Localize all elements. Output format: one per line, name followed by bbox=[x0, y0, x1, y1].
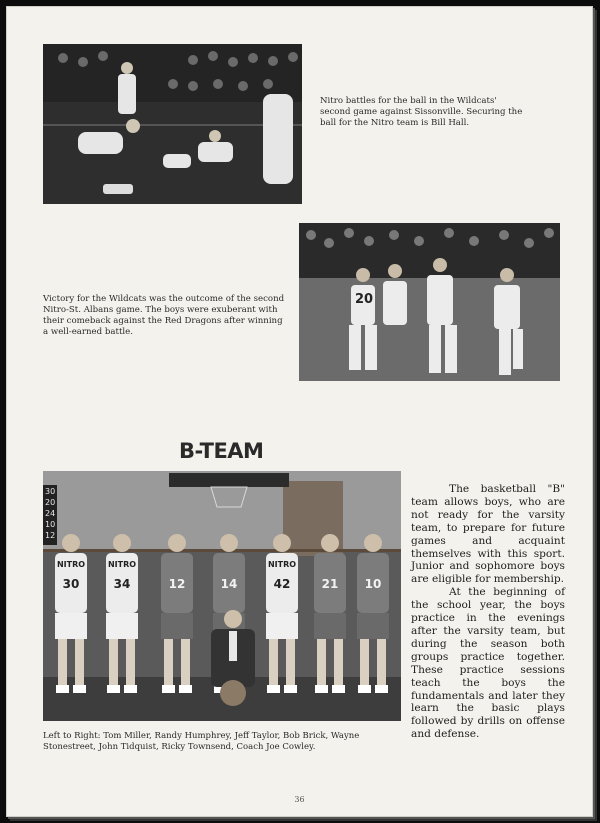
yearbook-page bbox=[6, 6, 593, 817]
jersey-name-label: NITRO bbox=[107, 560, 137, 569]
jersey-name-label: NITRO bbox=[267, 560, 297, 569]
game-photo-st-albans-caption: Victory for the Wildcats was the outcome of the second Nitro-St. Albans game. The boys were exuberant with their comeback against the Red Dragons after winning a well-earned battle. bbox=[43, 294, 285, 337]
section-title: B-TEAM bbox=[179, 439, 264, 463]
scoreboard-number: 12 bbox=[45, 531, 56, 540]
team-photo bbox=[43, 471, 401, 721]
team-photo-caption: Left to Right: Tom Miller, Randy Humphrey, Jeff Taylor, Bob Brick, Wayne Stonestreet, John Tidquist, Ricky Townsend, Coach Joe Cowley. bbox=[43, 731, 360, 752]
action-jersey-number: 20 bbox=[355, 292, 374, 307]
jersey-number-label: 21 bbox=[321, 577, 339, 591]
b-team-paragraph-1: The basketball "B" team allows boys, who are not ready for the varsity team, to prepare for future games and acquaint themselves with this sport. Junior and sophomore boys are eligible for membership. bbox=[411, 483, 565, 586]
jersey-name-label: NITRO bbox=[56, 560, 86, 569]
scoreboard-number: 24 bbox=[45, 509, 56, 518]
jersey-number-label: 12 bbox=[168, 577, 186, 591]
scoreboard-number: 10 bbox=[45, 520, 56, 529]
jersey-number-label: 10 bbox=[364, 577, 382, 591]
game-photo-sissonville bbox=[43, 44, 302, 204]
jersey-number-label: 30 bbox=[62, 577, 80, 591]
jersey-number-label: 14 bbox=[220, 577, 238, 591]
b-team-description bbox=[411, 483, 565, 741]
game-photo-st-albans bbox=[299, 223, 560, 381]
jersey-number-label: 42 bbox=[273, 577, 291, 591]
game-photo-sissonville-caption: Nitro battles for the ball in the Wildcats' second game against Sissonville. Securing the ball for the Nitro team is Bill Hall. bbox=[320, 96, 523, 128]
b-team-paragraph-2: At the beginning of the school year, the boys practice in the evenings after the varsity team, but during the season both groups practice together. These practice sessions teach the boys the fundamentals and later they learn the basic plays followed by drills on offense and defense. bbox=[411, 586, 565, 741]
scoreboard-number: 30 bbox=[45, 487, 56, 496]
page-number: 36 bbox=[294, 795, 305, 804]
scoreboard-number: 20 bbox=[45, 498, 56, 507]
jersey-number-label: 34 bbox=[113, 577, 131, 591]
